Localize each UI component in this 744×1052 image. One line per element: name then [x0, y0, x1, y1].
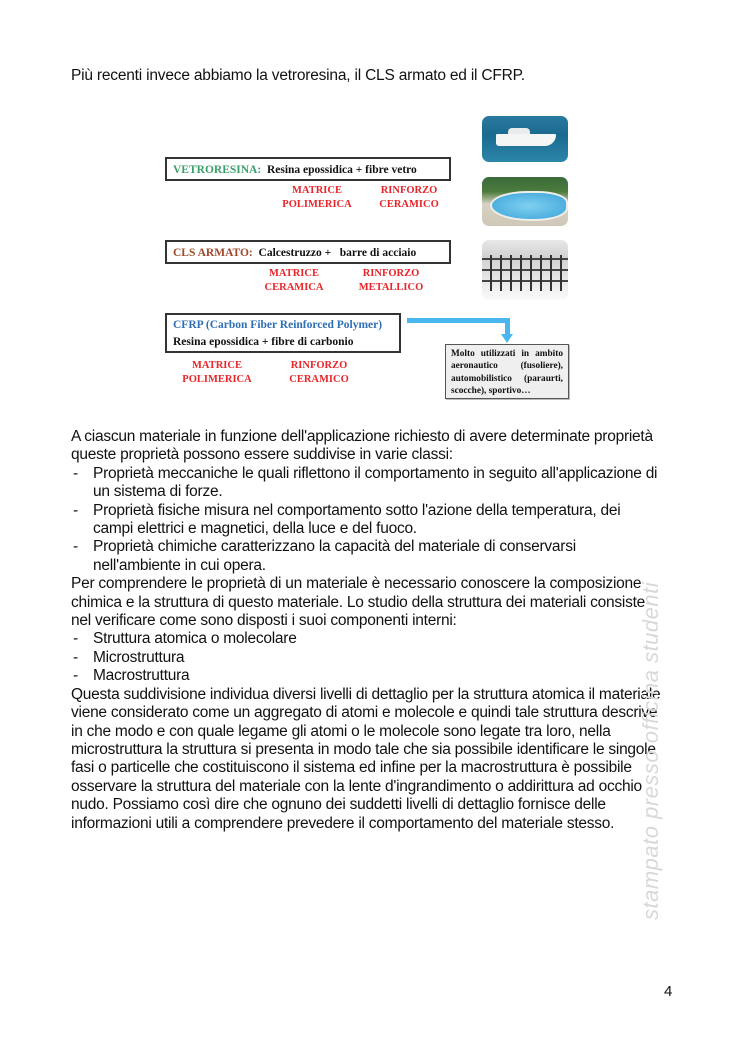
list-item: - Struttura atomica o molecolare — [73, 630, 297, 648]
body-text — [71, 428, 661, 833]
list-item: - Proprietà fisiche misura nel comportamento sotto l'azione della temperatura, dei campi elettrici e magnetici, della luce e del fuoco. — [73, 501, 621, 538]
vetroresina-reinforcement-label: RINFORZO CERAMICO — [379, 185, 439, 210]
list-item: - Proprietà chimiche caratterizzano la capacità del materiale di conservarsi nell'ambiente in cui opera. — [73, 538, 576, 574]
boat-photo — [482, 116, 568, 162]
list-item: - Proprietà meccaniche le quali riflettono il comportamento in seguito all'applicazione di un sistema di forze. — [73, 464, 658, 501]
intro-sentence: Più recenti invece abbiamo la vetroresina, il CLS armato ed il CFRP. — [71, 67, 525, 84]
rebar-photo — [482, 240, 568, 300]
watermark: stampato presso officina studenti — [638, 581, 663, 920]
paragraph-structure-levels: Questa suddivisione individua diversi livelli di dettaglio per la struttura atomica il materiale viene considerato come un aggregato di atomi e molecole e quindi tale struttura descrive in che modo e con quale legame gli atomi o le molecole sono legate tra loro, nella microstruttura la struttura si presenta in modo tale che sia possibile identificare le singole fasi o particelle che costituiscono il sistema ed infine per la macrostruttura è possibile osservare la struttura del materiale con la lente d'ingrandimento o addirittura ad occhio nudo. Possiamo così dire che ognuno dei suddetti livelli di dettaglio fornisce delle informazioni utili a comprendere prevedere il comportamento del materiale stesso. — [71, 685, 661, 832]
cfrp-reinforcement-label: RINFORZO CERAMICO — [289, 360, 349, 385]
cfrp-term: CFRP (Carbon Fiber Reinforced Polymer) — [173, 319, 383, 331]
page-number: 4 — [664, 983, 673, 1000]
vetroresina-definition: Resina epossidica + fibre vetro — [266, 164, 417, 176]
cls-armato-term: CLS ARMATO: — [173, 247, 253, 259]
cls-armato-reinforcement-label: RINFORZO METALLICO — [358, 268, 424, 293]
arrow-down-icon — [501, 334, 513, 343]
pool-photo — [482, 177, 568, 226]
arrow-connector-horizontal — [407, 318, 510, 323]
cfrp-matrix-label: MATRICE POLIMERICA — [182, 360, 252, 385]
list-item: - Microstruttura — [73, 648, 185, 666]
cls-armato-matrix-label: MATRICE CERAMICA — [264, 268, 324, 293]
paragraph-structure-intro: Per comprendere le proprietà di un materiale è necessario conoscere la composizione chimica e la struttura di questo materiale. Lo studio della struttura dei materiali consiste nel verificare come sono disposti i suoi componenti interni: — [71, 575, 646, 630]
paragraph-properties-intro: A ciascun materiale in funzione dell'applicazione richiesto di avere determinate proprietà queste proprietà possono essere suddivise in varie classi: — [71, 428, 653, 464]
list-item: - Macrostruttura — [73, 667, 190, 685]
vetroresina-box — [165, 157, 451, 181]
cls-armato-box — [165, 240, 451, 264]
pool-water-shape — [490, 191, 568, 221]
cls-armato-definition: Calcestruzzo + barre di acciaio — [258, 247, 417, 259]
vetroresina-term: VETRORESINA: — [173, 164, 262, 176]
cfrp-definition: Resina epossidica + fibre di carbonio — [173, 336, 354, 348]
boat-hull-shape — [496, 134, 556, 146]
vetroresina-matrix-label: MATRICE POLIMERICA — [282, 185, 352, 210]
applications-note-box: Molto utilizzati in ambito aeronautico (fusoliere), automobilistico (paraurti, scocche), sportivo… — [445, 344, 569, 399]
cfrp-box — [165, 313, 401, 353]
